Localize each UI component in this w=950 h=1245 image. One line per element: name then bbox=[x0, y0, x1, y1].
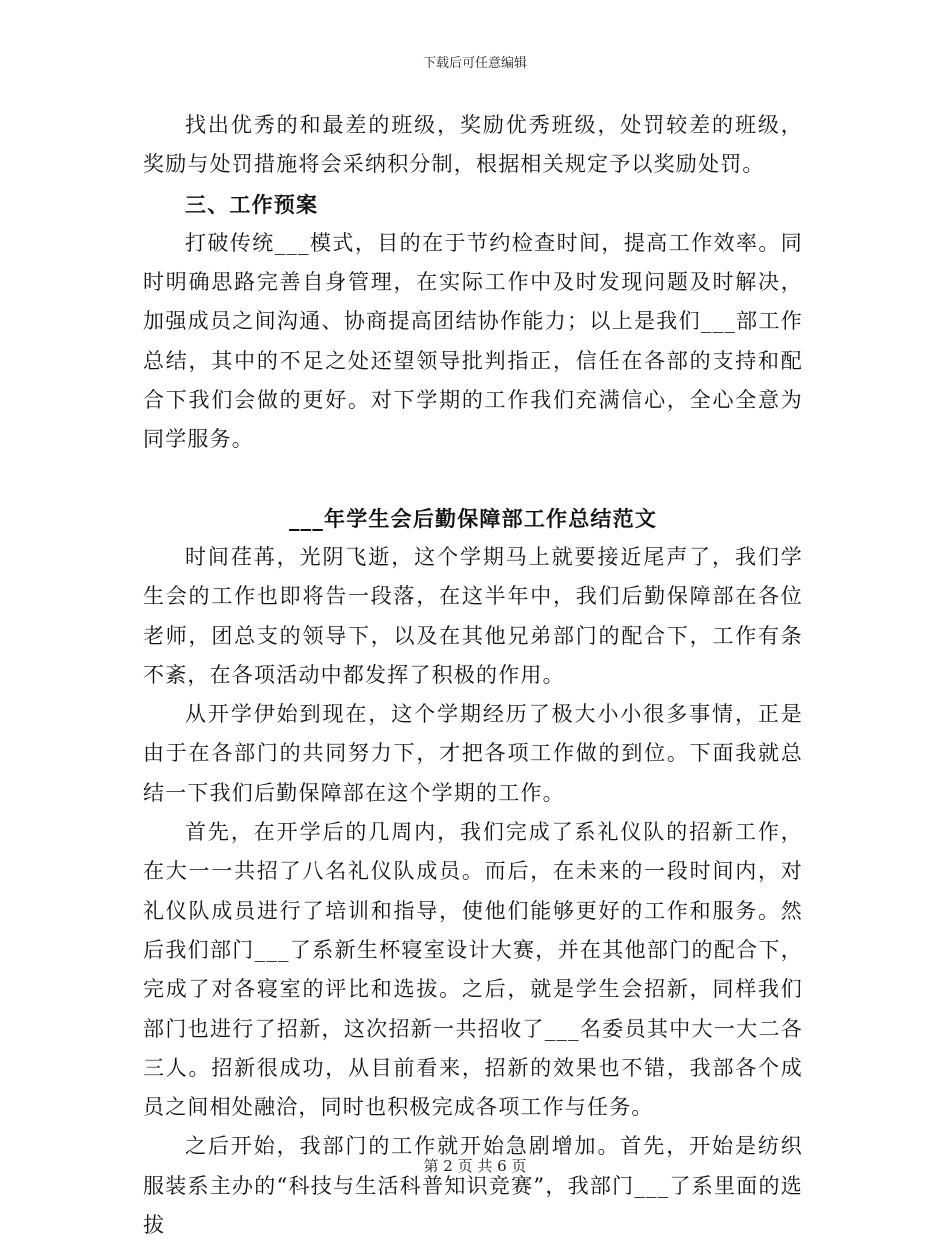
download-edit-note: 下载后可任意编辑 bbox=[422, 56, 527, 71]
paragraph-intro: 时间荏苒，光阴飞逝，这个学期马上就要接近尾声了，我们学生会的工作也即将告一段落，在这半年中，我们后勤保障部在各位老师，团总支的领导下，以及在其他兄弟部门的配合下，工作有条不紊，在各项活动中都发挥了积极的作用。 bbox=[143, 544, 803, 687]
paragraph-work-plan: 打破传统___模式，目的在于节约检查时间，提高工作效率。同时明确思路完善自身管理，在实际工作中及时发现问题及时解决，加强成员之间沟通、协商提高团结协作能力；以上是我们___部工作总结，其中的不足之处还望领导批判指正，信任在各部的支持和配合下我们会做的更好。对下学期的工作我们充满信心，全心全意为同学服务。 bbox=[143, 230, 803, 452]
document-body bbox=[143, 106, 803, 1245]
paragraph-rewards-penalties: 找出优秀的和最差的班级，奖励优秀班级，处罚较差的班级，奖励与处罚措施将会采纳积分制，根据相关规定予以奖励处罚。 bbox=[143, 113, 803, 177]
paragraph-recruitment: 首先，在开学后的几周内，我们完成了系礼仪队的招新工作，在大一一共招了八名礼仪队成员。而后，在未来的一段时间内，对礼仪队成员进行了培训和指导，使他们能够更好的工作和服务。然后我们部门___了系新生杯寝室设计大赛，并在其他部门的配合下，完成了对各寝室的评比和选拔。之后，就是学生会招新，同样我们部门也进行了招新，这次招新一共招收了___名委员其中大一大二各三人。招新很成功，从目前看来，招新的效果也不错，我部各个成员之间相处融洽，同时也积极完成各项工作与任务。 bbox=[143, 820, 803, 1120]
paragraph-workload: 之后开始，我部门的工作就开始急剧增加。首先，开始是纺织服装系主办的“科技与生活科普知识竞赛”，我部门___了系里面的选拔 bbox=[143, 1134, 803, 1238]
section-heading-work-plan: 三、工作预案 bbox=[185, 191, 319, 217]
page-number: 第 2 页 共 6 页 bbox=[423, 1157, 527, 1175]
paragraph-semester-overview: 从开学伊始到现在，这个学期经历了极大小小很多事情，正是由于在各部门的共同努力下，才把各项工作做的到位。下面我就总结一下我们后勤保障部在这个学期的工作。 bbox=[143, 702, 803, 805]
article-title: ___年学生会后勤保障部工作总结范文 bbox=[288, 505, 658, 531]
